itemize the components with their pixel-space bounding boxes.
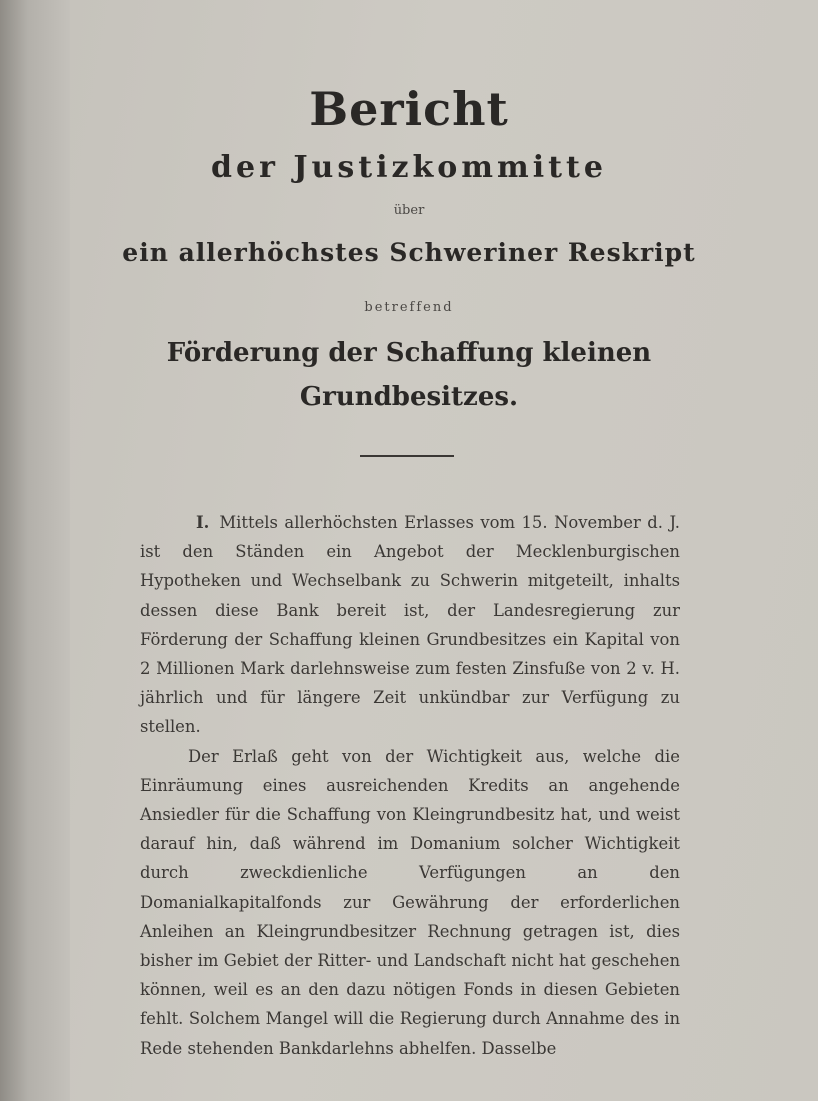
paragraph-2 bbox=[140, 742, 680, 1063]
connector-uber: über bbox=[393, 203, 425, 218]
decorative-divider bbox=[360, 455, 454, 457]
section-number: I. bbox=[196, 513, 210, 532]
paragraph-1 bbox=[140, 508, 680, 742]
document-title: Bericht bbox=[309, 82, 509, 136]
subject-line: ein allerhöchstes Schweriner Reskript bbox=[122, 238, 696, 267]
body-text bbox=[140, 508, 680, 1063]
topic-line-2: Grundbesitzes. bbox=[299, 382, 519, 412]
connector-betreffend: betreffend bbox=[364, 300, 454, 315]
document-subtitle: der Justizkommitte bbox=[211, 150, 607, 185]
topic-line-1: Förderung der Schaffung kleinen bbox=[166, 338, 652, 368]
paragraph-1-text: Mittels allerhöchsten Erlasses vom 15. November d. J. ist den Ständen ein Angebot der Mecklenburgischen Hypotheken und Wechselbank zu Schwerin mitgeteilt, inhalts dessen diese Bank bereit ist, der Landesregierung zur Förderung der Schaffung kleinen Grundbesitzes ein Kapital von 2 Millionen Mark darlehnsweise zum festen Zinsfuße von 2 v. H. jährlich und für längere Zeit unkündbar zur Verfügung zu stellen. bbox=[140, 513, 680, 737]
paragraph-2-text: Der Erlaß geht von der Wichtigkeit aus, welche die Einräumung eines ausreichenden Kredits an angehende Ansiedler für die Schaffung von Kleingrundbesitz hat, und weist darauf hin, daß während im Domanium solcher Wichtigkeit durch zweckdienliche Verfügungen an den Domanialkapitalfonds zur Gewährung der erforderlichen Anleihen an Kleingrundbesitzer Rechnung getragen ist, dies bisher im Gebiet der Ritter- und Landschaft nicht hat geschehen können, weil es an den dazu nötigen Fonds in diesen Gebieten fehlt. Solchem Mangel will die Regierung durch Annahme des in Rede stehenden Bankdarlehns abhelfen. Dasselbe bbox=[140, 746, 680, 1058]
